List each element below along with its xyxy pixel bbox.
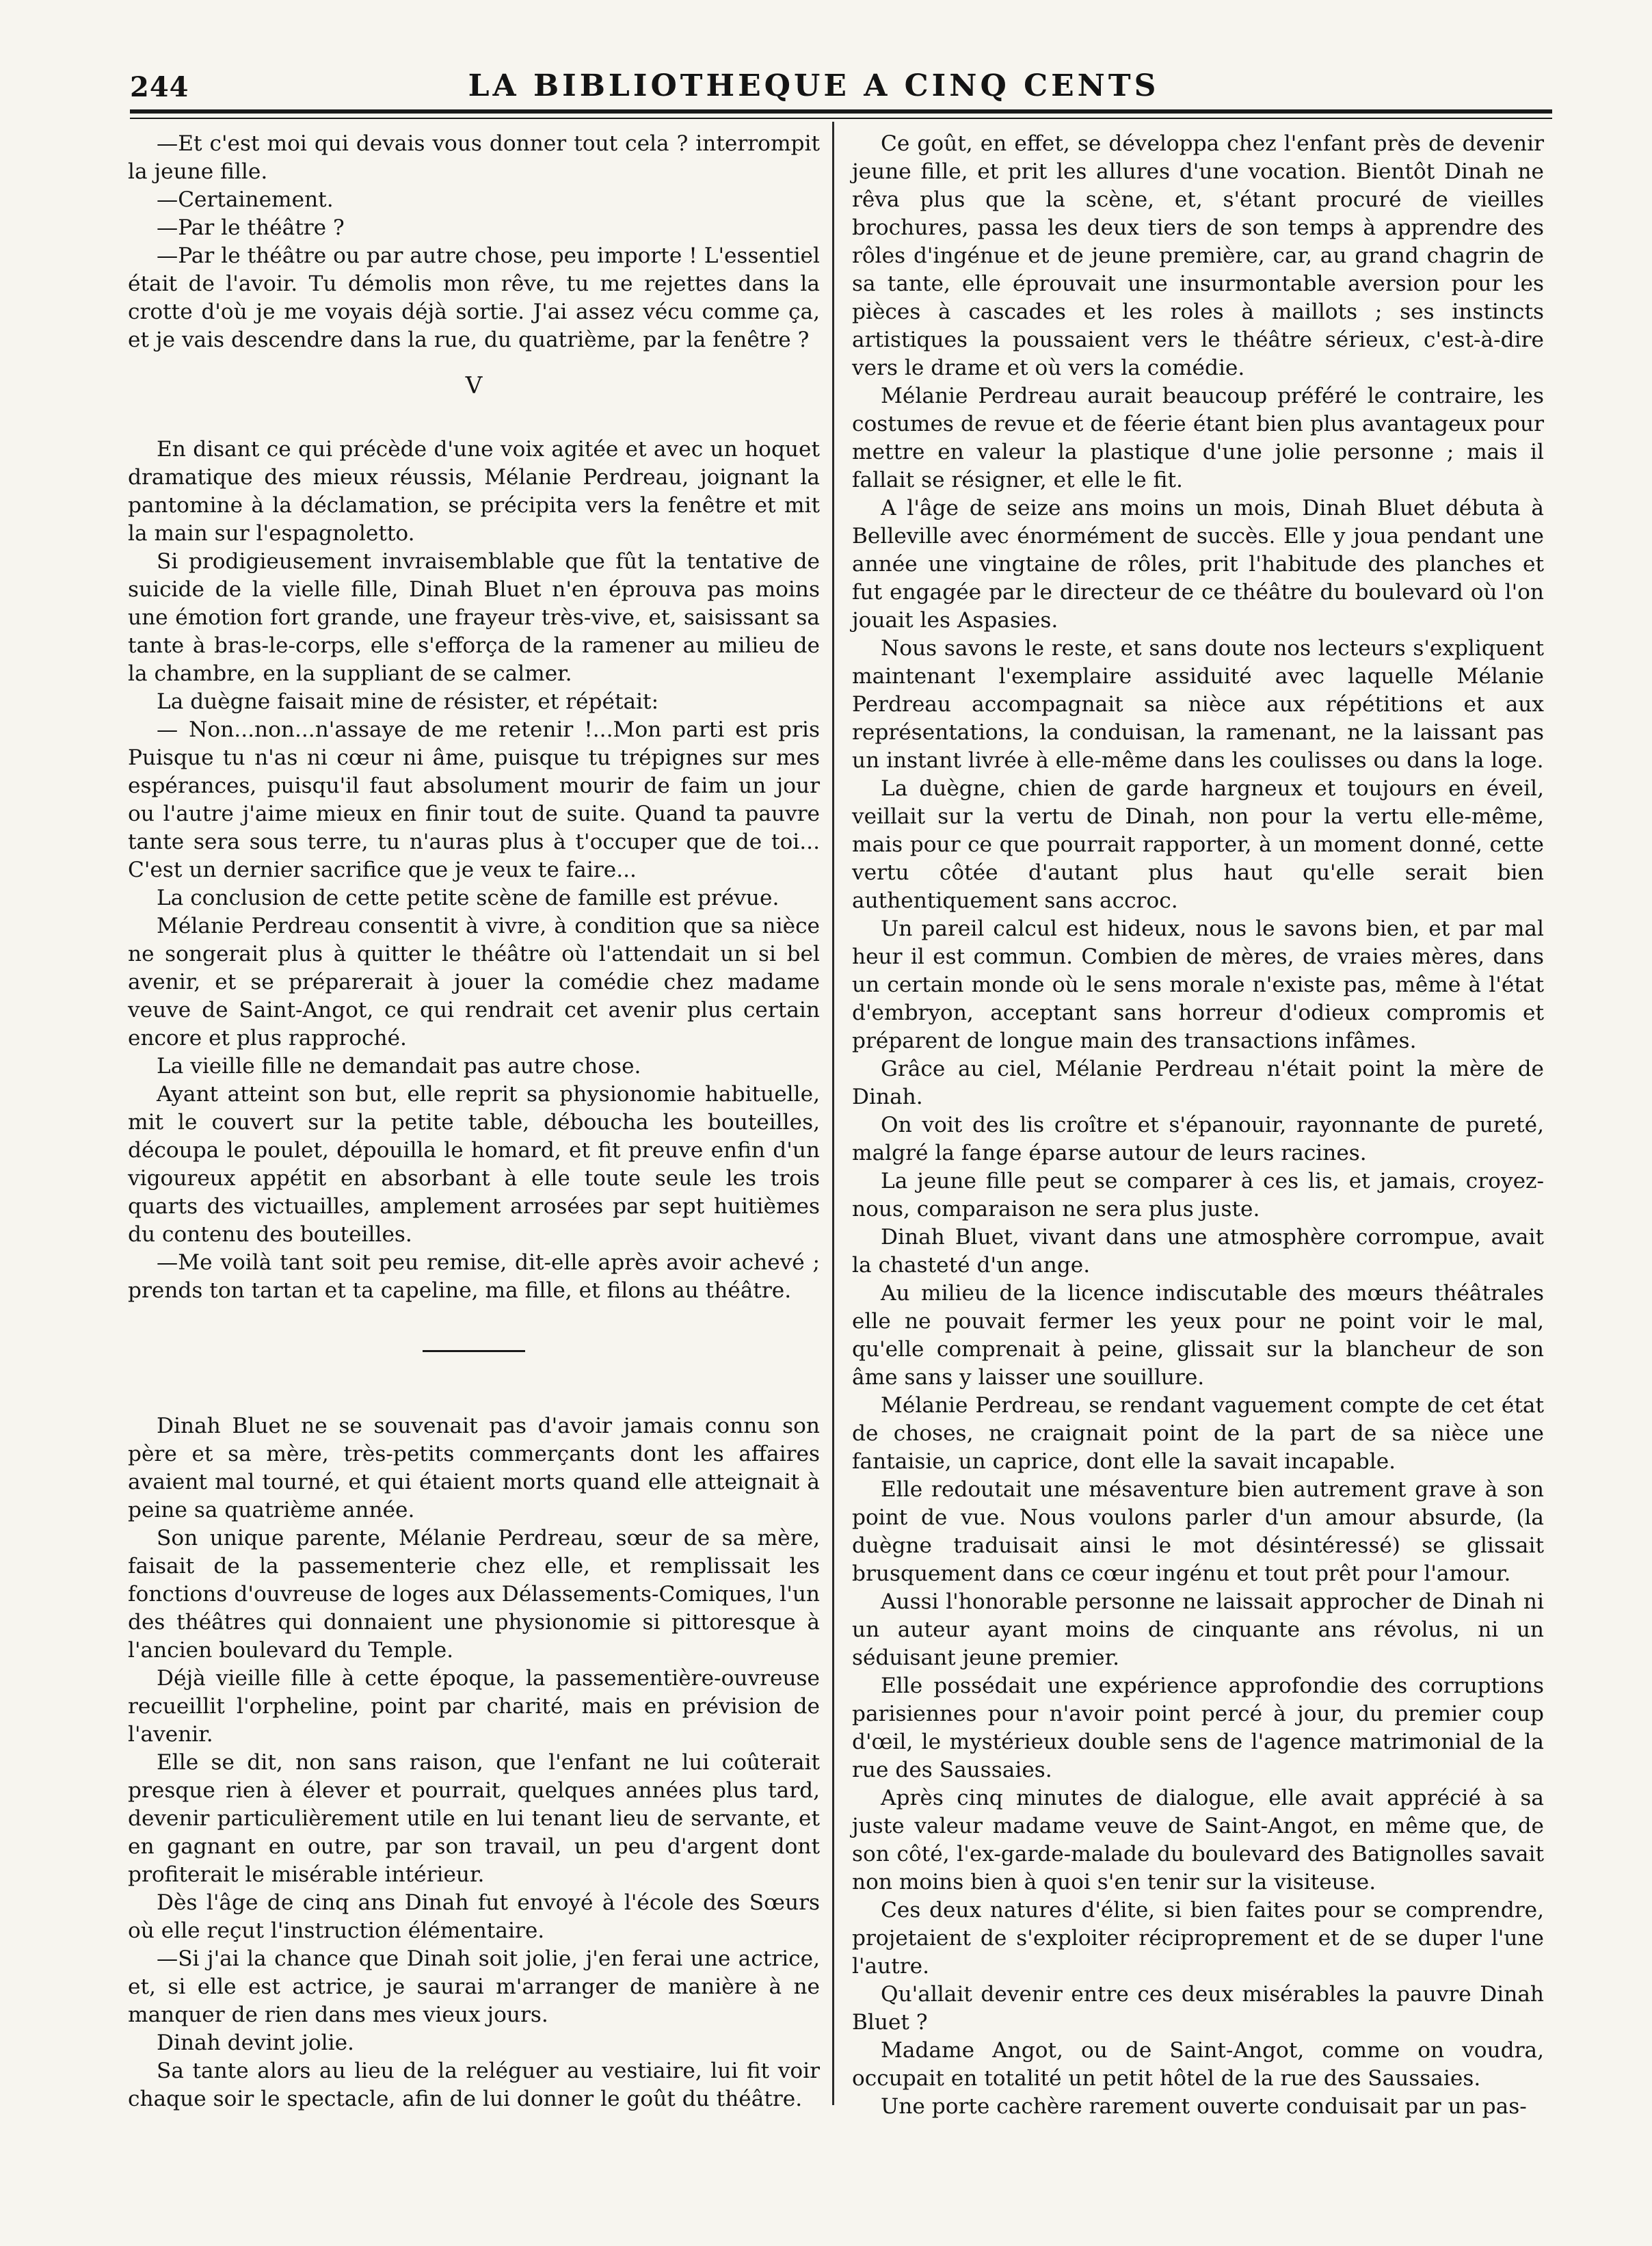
left-column [128,130,820,2113]
paragraph: — Non...non...n'assaye de me retenir !...Mon parti est pris Puisque tu n'as ni cœur ni âme, puisque tu trépignes sur mes espérances, puisqu'il faut absolument mourir de faim un jour ou l'autre j'aime mieux en finir tout de suite. Quand ta pauvre tante sera sous terre, tu n'auras plus à t'occuper que de toi... C'est un dernier sacrifice que je veux te faire... [128,717,820,882]
paragraph: Aussi l'honorable personne ne laissait approcher de Dinah ni un auteur ayant moins de cinquante ans révolus, ni un séduisant jeune premier. [852,1589,1544,1670]
page-number: 244 [130,71,189,103]
paragraph: Un pareil calcul est hideux, nous le savons bien, et par mal heur il est commun. Combien de mères, de vraies mères, dans un certain monde où le sens morale n'existe pas, même à l'état d'embryon, acceptant sans horreur d'odieux compromis et préparent de longue main des transactions infâmes. [852,916,1544,1053]
paragraph: Ces deux natures d'élite, si bien faites pour se comprendre, projetaient de s'exploiter réciproprement et de se duper l'une l'autre. [852,1898,1544,1979]
paragraph: Elle redoutait une mésaventure bien autrement grave à son point de vue. Nous voulons parler d'un amour absurde, (la duègne traduisait ainsi le mot désintéressé) se glissait brusquement dans ce cœur ingénu et tout prêt pour l'amour. [852,1477,1544,1586]
paragraph: —Si j'ai la chance que Dinah soit jolie, j'en ferai une actrice, et, si elle est actrice, je saurai m'arranger de manière à ne manquer de rien dans mes vieux jours. [128,1946,820,2027]
paragraph: Sa tante alors au lieu de la reléguer au vestiaire, lui fit voir chaque soir le spectacle, afin de lui donner le goût du théâtre. [128,2059,820,2111]
paragraph: La duègne, chien de garde hargneux et toujours en éveil, veillait sur la vertu de Dinah, non pour la vertu elle-même, mais pour ce que pourrait rapporter, à un moment donné, cette vertu côtée d'autant plus haut qu'elle serait bien authentiquement sans accroc. [852,776,1544,913]
paragraph: En disant ce qui précède d'une voix agitée et avec un hoquet dramatique des mieux réussis, Mélanie Perdreau, joignant la pantomine à la déclamation, se précipita vers la fenêtre et mit la main sur l'espagnoletto. [128,437,820,546]
paragraph: —Par le théâtre ou par autre chose, peu importe ! L'essentiel était de l'avoir. Tu démolis mon rêve, tu me rejettes dans la crotte d'où je me voyais déjà sortie. J'ai assez vécu comme ça, et je vais descendre dans la rue, du quatrième, par la fenêtre ? [128,243,820,352]
paragraph: Dinah devint jolie. [157,2031,354,2055]
section-divider [423,1350,525,1352]
paragraph: A l'âge de seize ans moins un mois, Dinah Bluet débuta à Belleville avec énormément de succès. Elle y joua pendant une année une vingtaine de rôles, prit l'habitude des planches et fut engagée par le directeur de ce théâtre du boulevard où l'on jouait les Aspasies. [852,496,1544,633]
paragraph: La conclusion de cette petite scène de famille est prévue. [157,886,780,910]
paragraph: —Et c'est moi qui devais vous donner tout cela ? interrompit la jeune fille. [128,131,820,184]
header-rule [130,109,1552,114]
paragraph: Dinah Bluet ne se souvenait pas d'avoir jamais connu son père et sa mère, très-petits commerçants dont les affaires avaient mal tourné, et qui étaient morts quand elle atteignait à peine sa quatrième année. [128,1414,820,1522]
right-column [852,130,1544,2121]
paragraph: Mélanie Perdreau consentit à vivre, à condition que sa nièce ne songerait plus à quitter le théâtre où l'attendait un si bel avenir, et se préparerait à jouer la comédie chez madame veuve de Saint-Angot, ce qui rendrait cet avenir plus certain encore et plus rapproché. [128,914,820,1051]
paragraph: La jeune fille peut se comparer à ces lis, et jamais, croyez-nous, comparaison ne sera plus juste. [852,1169,1544,1221]
paragraph: Dinah Bluet, vivant dans une atmosphère corrompue, avait la chasteté d'un ange. [852,1225,1544,1278]
paragraph: Mélanie Perdreau aurait beaucoup préféré le contraire, les costumes de revue et de féerie étant bien plus avantageux pour mettre en valeur la plastique d'une jolie personne ; mais il fallait se résigner, et elle le fit. [852,384,1544,492]
paragraph: Si prodigieusement invraisemblable que fût la tentative de suicide de la vielle fille, Dinah Bluet n'en éprouva pas moins une émotion fort grande, une frayeur très-vive, et, saisissant sa tante à bras-le-corps, elle s'efforça de la ramener au milieu de la chambre, en la suppliant de se calmer. [128,549,820,686]
header-rule-thin [130,118,1552,119]
paragraph: Ce goût, en effet, se développa chez l'enfant près de devenir jeune fille, et prit les allures d'une vocation. Bientôt Dinah ne rêva plus que la scène, et, s'étant procuré de vieilles brochures, passa les deux tiers de son temps à apprendre des rôles d'ingénue et de jeune première, car, au grand chagrin de sa tante, elle éprouvait une insurmontable aversion pour les pièces à cascades et les roles à maillots ; ses instincts artistiques la poussaient vers le théâtre sérieux, c'est-à-dire vers le drame et où vers la comédie. [852,131,1544,380]
column-separator [832,122,834,2105]
paragraph: —Me voilà tant soit peu remise, dit-elle après avoir achevé ; prends ton tartan et ta capeline, ma fille, et filons au théâtre. [128,1250,820,1303]
paragraph: La vieille fille ne demandait pas autre chose. [157,1054,641,1079]
paragraph: Elle possédait une expérience approfondie des corruptions parisiennes pour n'avoir point percé à jour, du premier coup d'œil, le mystérieux double sens de l'agence matrimonial de la rue des Saussaies. [852,1674,1544,1782]
paragraph: —Par le théâtre ? [157,215,345,240]
paragraph: Madame Angot, ou de Saint-Angot, comme on voudra, occupait en totalité un petit hôtel de la rue des Saussaies. [852,2038,1544,2091]
paragraph: Une porte cachère rarement ouverte conduisait par un pas- [881,2094,1527,2119]
paragraph: Après cinq minutes de dialogue, elle avait apprécié à sa juste valeur madame veuve de Saint-Angot, en même que, de son côté, l'ex-garde-malade du boulevard des Batignolles savait non moins bien à quoi s'en tenir sur la visiteuse. [852,1786,1544,1894]
paragraph: Grâce au ciel, Mélanie Perdreau n'était point la mère de Dinah. [852,1057,1544,1109]
page-header [82,68,1545,109]
paragraph: Dès l'âge de cinq ans Dinah fut envoyé à l'école des Sœurs où elle reçut l'instruction élémentaire. [128,1890,820,1943]
paragraph: On voit des lis croître et s'épanouir, rayonnante de pureté, malgré la fange éparse autour de leurs racines. [852,1113,1544,1165]
paragraph: Mélanie Perdreau, se rendant vaguement compte de cet état de choses, ne craignait point de la part de sa nièce une fantaisie, un caprice, dont elle la savait incapable. [852,1393,1544,1474]
paragraph: Ayant atteint son but, elle reprit sa physionomie habituelle, mit le couvert sur la petite table, déboucha les bouteilles, découpa le poulet, dépouilla le homard, et fit preuve enfin d'un vigoureux appétit en absorbant à elle toute seule les trois quarts des victuailles, amplement arrosées par sept huitièmes du contenu des bouteilles. [128,1082,820,1247]
paragraph: Au milieu de la licence indiscutable des mœurs théâtrales elle ne pouvait fermer les yeux pour ne point voir le mal, qu'elle comprenait à peine, glissait sur la blancheur de son âme sans y laisser une souillure. [852,1281,1544,1390]
paragraph: Nous savons le reste, et sans doute nos lecteurs s'expliquent maintenant l'exemplaire assiduité avec laquelle Mélanie Perdreau accompagnait sa nièce aux répétitions et aux représentations, la conduisan, la ramenant, ne la laissant pas un instant livrée à elle-même dans les coulisses ou dans la loge. [852,636,1544,773]
running-title: LA BIBLIOTHEQUE A CINQ CENTS [468,68,1160,103]
section-heading: V [465,372,483,399]
paragraph: Elle se dit, non sans raison, que l'enfant ne lui coûterait presque rien à élever et pourrait, quelques années plus tard, devenir particulièrement utile en lui tenant lieu de servante, et en gagnant en outre, par son travail, un peu d'argent dont profiterait le misérable intérieur. [128,1750,820,1887]
paragraph: —Certainement. [157,187,334,212]
paragraph: Son unique parente, Mélanie Perdreau, sœur de sa mère, faisait de la passementerie chez elle, et remplissait les fonctions d'ouvreuse de loges aux Délassements-Comiques, l'un des théâtres qui donnaient une physionomie si pittoresque à l'ancien boulevard du Temple. [128,1526,820,1663]
paragraph: Déjà vieille fille à cette époque, la passementière-ouvreuse recueillit l'orpheline, point par charité, mais en prévision de l'avenir. [128,1666,820,1747]
paragraph: Qu'allait devenir entre ces deux misérables la pauvre Dinah Bluet ? [852,1982,1544,2035]
paragraph: La duègne faisait mine de résister, et répétait: [157,689,659,714]
